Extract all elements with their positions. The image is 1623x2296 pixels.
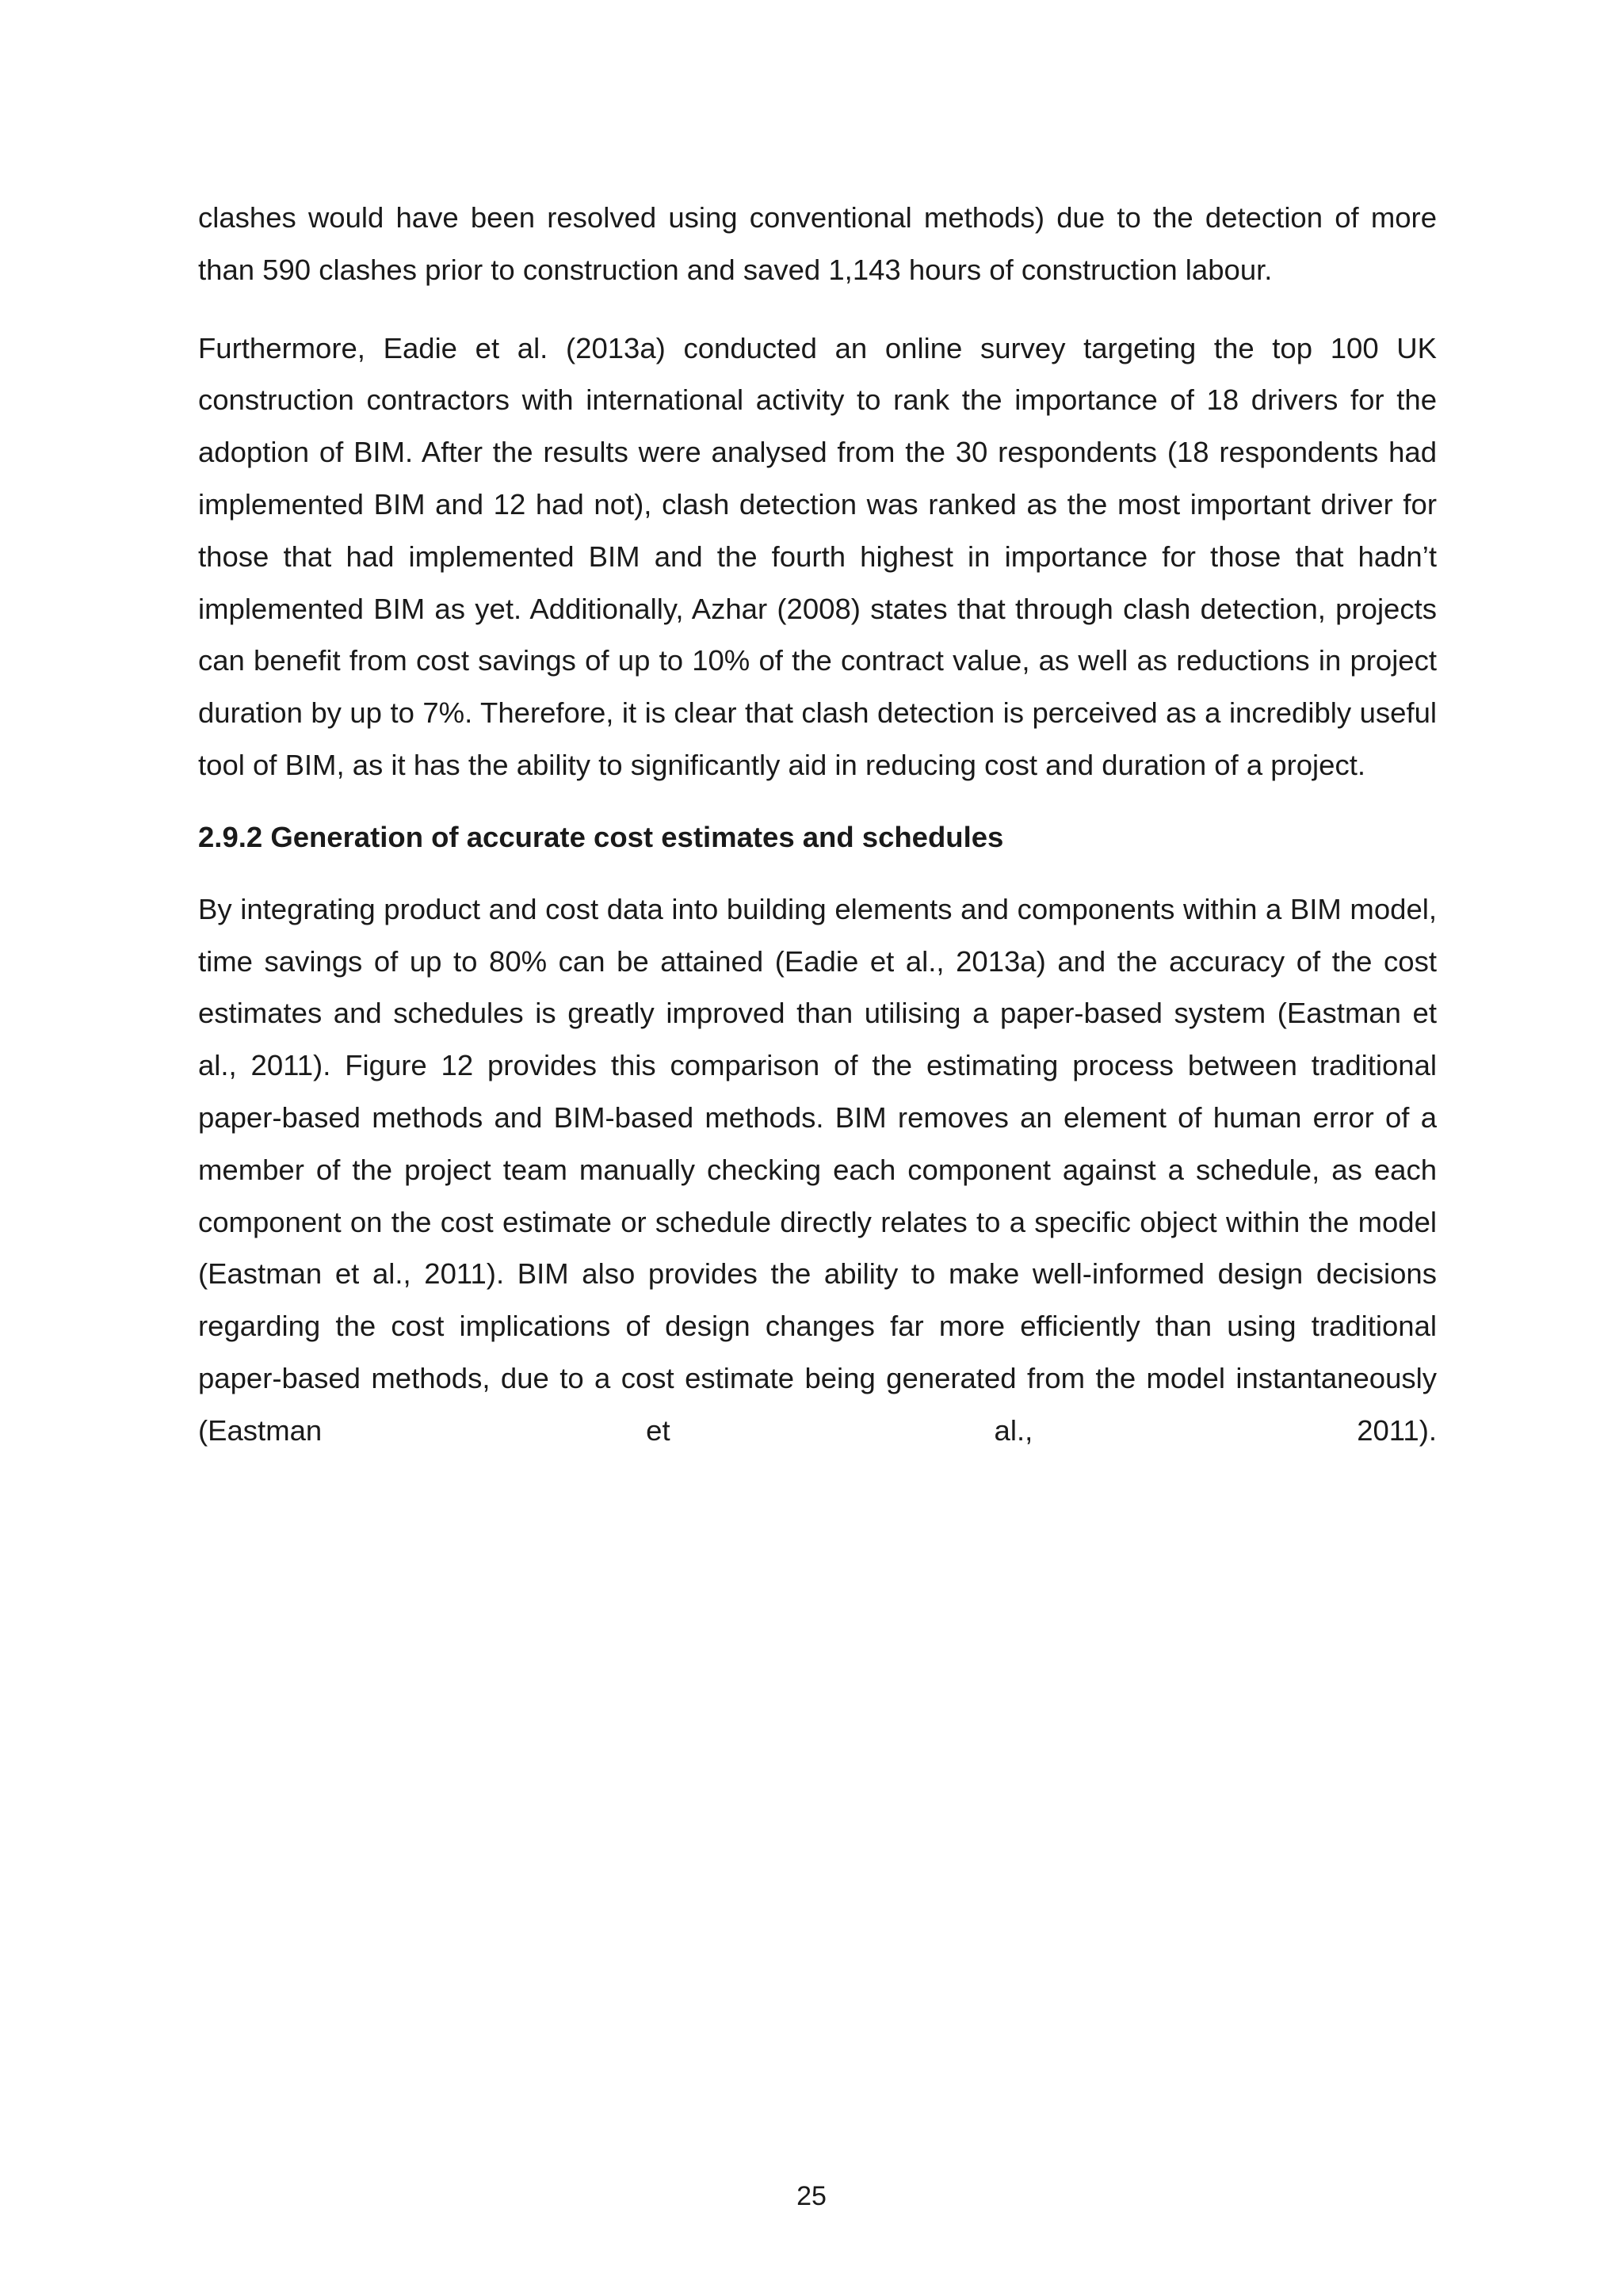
section-heading: 2.9.2 Generation of accurate cost estimates and schedules (198, 820, 1004, 853)
body-paragraph-cost-estimates: By integrating product and cost data into building elements and components within a BIM model, time savings of up to 80% can be attained (Eadie et al., 2013a) and the accuracy of the cost estimates and schedules is greatly improved than utilising a paper-based system (Eastman et al., 2011). Figure 12 provides this comparison of the estimating process between traditional paper-based methods and BIM-based methods. BIM removes an element of human error of a member of the project team manually checking each component against a schedule, as each component on the cost estimate or schedule directly relates to a specific object within the model (Eastman et al., 2011). BIM also provides the ability to make well-informed design decisions regarding the cost implications of design changes far more efficiently than using traditional paper-based methods, due to a cost estimate being generated from the model instantaneously (Eastman et al., 2011). (198, 892, 1437, 1447)
page-body (198, 192, 1437, 1483)
body-paragraph-survey: Furthermore, Eadie et al. (2013a) conducted an online survey targeting the top 100 UK construction contractors with international activity to rank the importance of 18 drivers for the adoption of BIM. After the results were analysed from the 30 respondents (18 respondents had implemented BIM and 12 had not), clash detection was ranked as the most important driver for those that had implemented BIM and the fourth highest in importance for those that hadn’t implemented BIM as yet. Additionally, Azhar (2008) states that through clash detection, projects can benefit from cost savings of up to 10% of the contract value, as well as reductions in project duration by up to 7%. Therefore, it is clear that clash detection is perceived as a incredibly useful tool of BIM, as it has the ability to significantly aid in reducing cost and duration of a project. (198, 331, 1437, 781)
body-paragraph-clash-results: clashes would have been resolved using conventional methods) due to the detection of more than 590 clashes prior to construction and saved 1,143 hours of construction labour. (198, 201, 1437, 286)
page-number: 25 (796, 2181, 827, 2211)
